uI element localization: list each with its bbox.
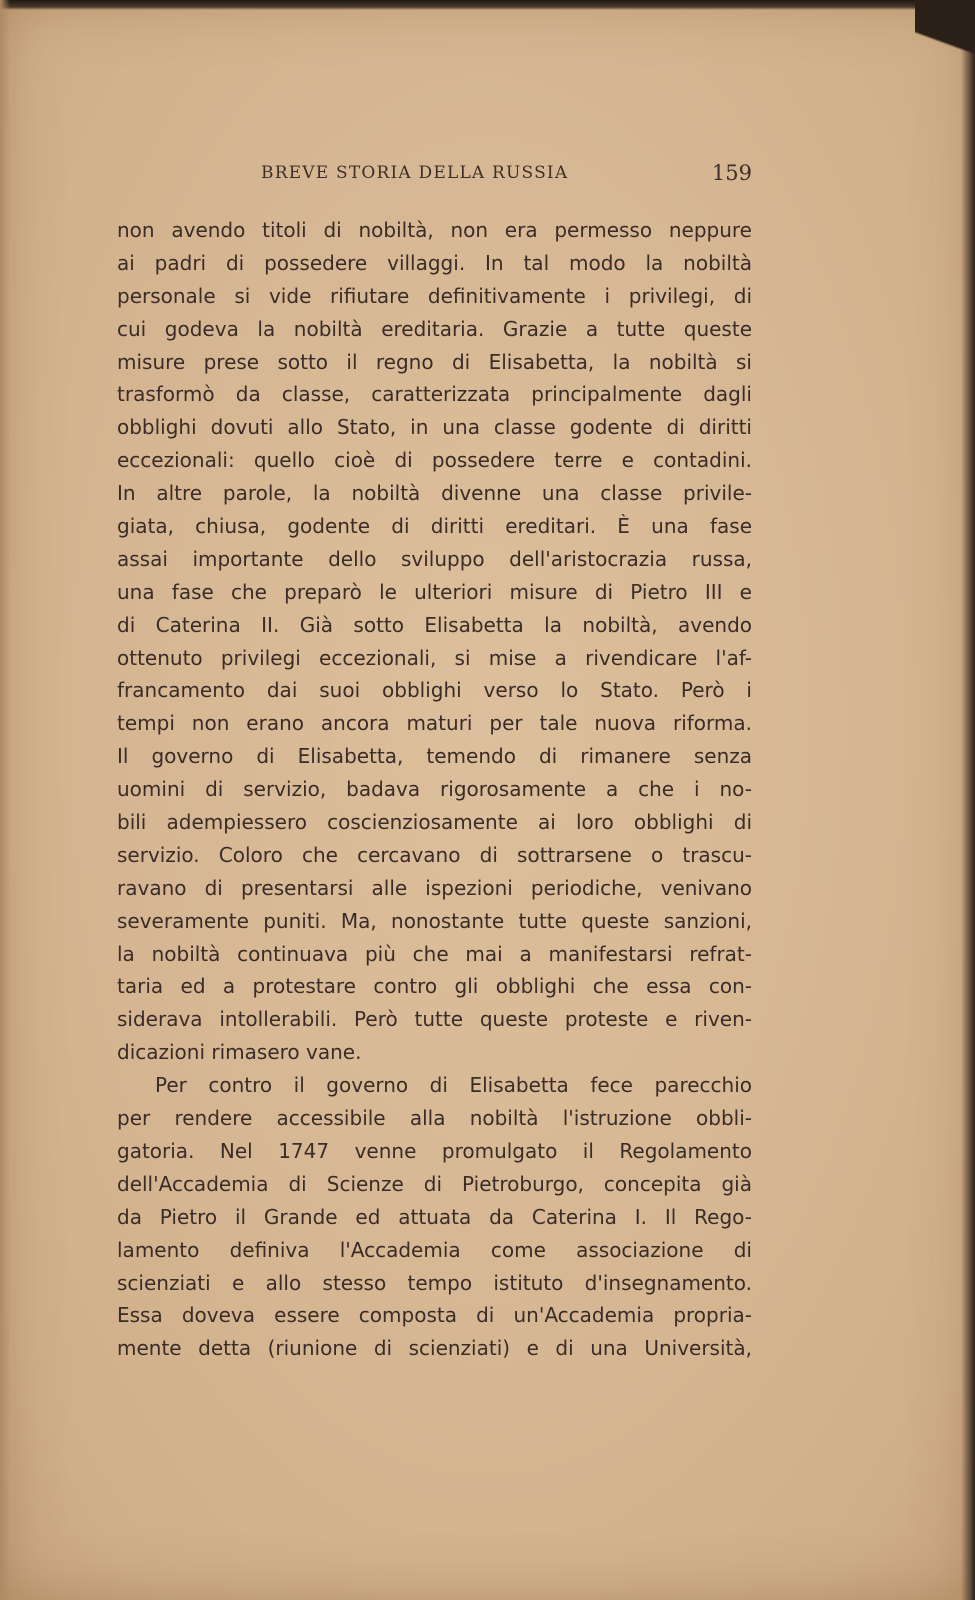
running-title: BREVE STORIA DELLA RUSSIA bbox=[261, 163, 569, 183]
body-text bbox=[117, 214, 752, 1365]
text-line: ravano di presentarsi alle ispezioni periodiche, venivano bbox=[117, 875, 752, 900]
running-head bbox=[118, 161, 752, 189]
text-line: lamento definiva l'Accademia come associazione di bbox=[117, 1237, 752, 1262]
paragraph-end-line: dicazioni rimasero vane. bbox=[117, 1040, 362, 1065]
text-line: non avendo titoli di nobiltà, non era permesso neppure bbox=[117, 218, 752, 242]
page-number: 159 bbox=[711, 161, 752, 185]
text-line: servizio. Coloro che cercavano di sottrarsene o trascu- bbox=[117, 842, 752, 867]
text-line: Il governo di Elisabetta, temendo di rimanere senza bbox=[117, 744, 752, 769]
text-line: per rendere accessibile alla nobiltà l'istruzione obbli- bbox=[117, 1106, 752, 1131]
text-line: francamento dai suoi obblighi verso lo Stato. Però i bbox=[117, 678, 752, 703]
text-line: scienziati e allo stesso tempo istituto d'insegnamento. bbox=[117, 1270, 752, 1295]
text-line: tempi non erano ancora maturi per tale nuova riforma. bbox=[117, 711, 752, 736]
text-line: In altre parole, la nobiltà divenne una classe privile- bbox=[117, 481, 752, 506]
text-line: taria ed a protestare contro gli obblighi che essa con- bbox=[117, 974, 752, 999]
page-corner-tear bbox=[915, 0, 975, 110]
text-line: Essa doveva essere composta di un'Accademia propria- bbox=[117, 1303, 752, 1328]
text-line: dell'Accademia di Scienze di Pietroburgo, concepita già bbox=[117, 1171, 752, 1196]
text-line: obblighi dovuti allo Stato, in una classe godente di diritti bbox=[117, 415, 752, 440]
page-left-edge bbox=[0, 0, 10, 1600]
text-line: ai padri di possedere villaggi. In tal modo la nobiltà bbox=[117, 250, 752, 275]
text-line: bili adempiessero coscienziosamente ai loro obblighi di bbox=[117, 810, 752, 835]
text-line: giata, chiusa, godente di diritti ereditari. È una fase bbox=[117, 514, 752, 539]
text-line: la nobiltà continuava più che mai a manifestarsi refrat- bbox=[117, 941, 752, 966]
text-line: severamente puniti. Ma, nonostante tutte queste sanzioni, bbox=[117, 908, 752, 933]
text-line: da Pietro il Grande ed attuata da Caterina I. Il Rego- bbox=[117, 1204, 752, 1229]
text-line: una fase che preparò le ulteriori misure di Pietro III e bbox=[117, 579, 752, 604]
text-line: trasformò da classe, caratterizzata principalmente dagli bbox=[117, 382, 752, 407]
text-line: assai importante dello sviluppo dell'aristocrazia russa, bbox=[117, 546, 752, 571]
text-line: cui godeva la nobiltà ereditaria. Grazie a tutte queste bbox=[117, 316, 752, 341]
text-line: uomini di servizio, badava rigorosamente a che i no- bbox=[117, 777, 752, 802]
text-line: gatoria. Nel 1747 venne promulgato il Regolamento bbox=[117, 1138, 752, 1163]
text-line: ottenuto privilegi eccezionali, si mise a rivendicare l'af- bbox=[117, 645, 752, 670]
paragraph-start-line: Per contro il governo di Elisabetta fece parecchio bbox=[155, 1073, 752, 1098]
text-line: siderava intollerabili. Però tutte queste proteste e riven- bbox=[117, 1007, 752, 1032]
text-line: eccezionali: quello cioè di possedere terre e contadini. bbox=[117, 448, 752, 473]
text-line: misure prese sotto il regno di Elisabetta, la nobiltà si bbox=[117, 349, 752, 374]
text-line: personale si vide rifiutare definitivamente i privilegi, di bbox=[117, 283, 752, 308]
text-line: di Caterina II. Già sotto Elisabetta la nobiltà, avendo bbox=[117, 612, 752, 637]
page-right-edge bbox=[961, 0, 975, 1600]
text-line: mente detta (riunione di scienziati) e di una Università, bbox=[117, 1336, 752, 1361]
page-top-edge bbox=[0, 0, 975, 10]
